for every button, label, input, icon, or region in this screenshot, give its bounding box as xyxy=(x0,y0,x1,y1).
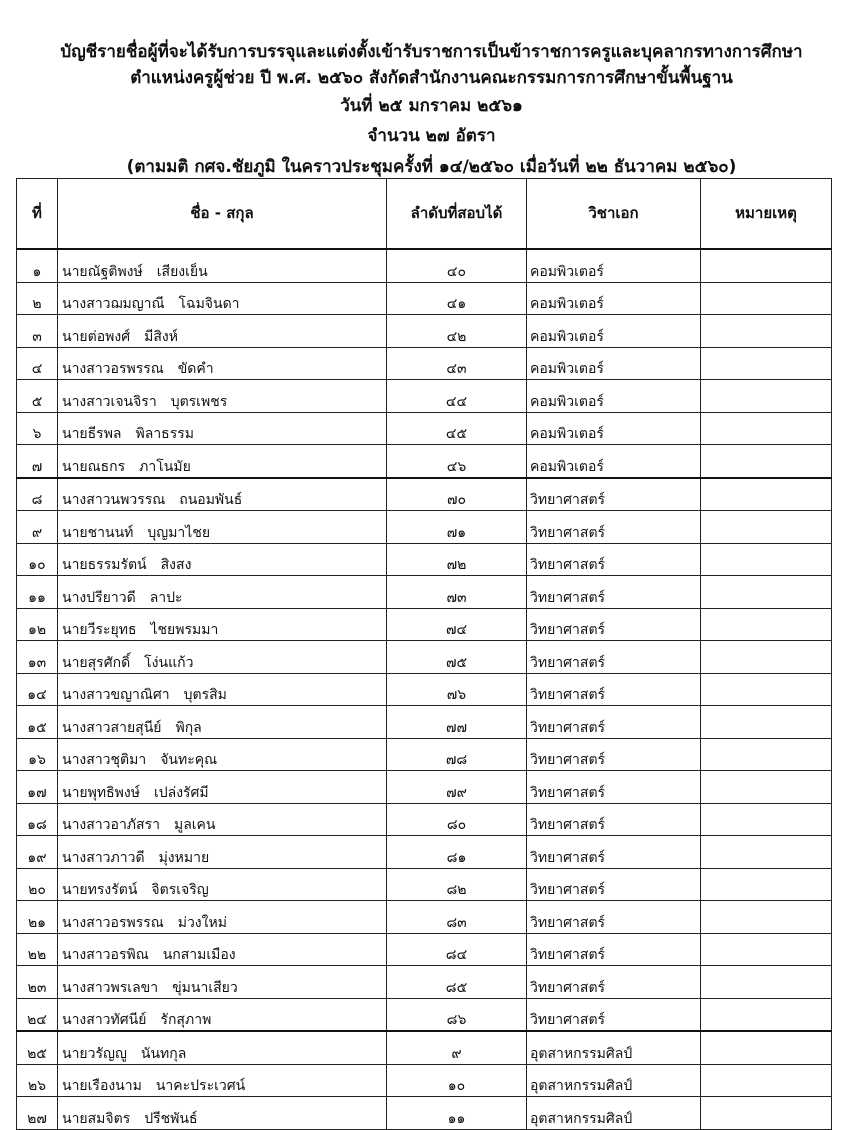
table-row xyxy=(17,1031,832,1064)
row-number: ๒๗ xyxy=(17,1097,58,1130)
row-note xyxy=(701,1031,832,1064)
last-name: ถนอมพันธ์ xyxy=(179,492,243,508)
row-number: ๒๖ xyxy=(17,1064,58,1097)
row-name xyxy=(58,673,387,706)
table-row xyxy=(17,966,832,999)
row-major: วิทยาศาสตร์ xyxy=(527,511,701,544)
row-note xyxy=(701,803,832,836)
row-number: ๓ xyxy=(17,315,58,348)
row-name xyxy=(58,608,387,641)
first-name: นายเรืองนาม xyxy=(62,1078,142,1094)
row-major: วิทยาศาสตร์ xyxy=(527,966,701,999)
table-row xyxy=(17,315,832,348)
count-line: จำนวน ๒๗ อัตรา xyxy=(367,126,496,146)
row-rank: ๘๓ xyxy=(387,901,527,934)
row-major: วิทยาศาสตร์ xyxy=(527,478,701,511)
row-major: วิทยาศาสตร์ xyxy=(527,836,701,869)
row-number: ๔ xyxy=(17,347,58,380)
table-row xyxy=(17,836,832,869)
first-name: นายสุรศักดิ์ xyxy=(62,654,131,671)
table-row xyxy=(17,1064,832,1097)
row-note xyxy=(701,478,832,511)
row-rank: ๗๗ xyxy=(387,706,527,739)
row-rank: ๔๖ xyxy=(387,445,527,478)
table-row xyxy=(17,738,832,771)
row-major: คอมพิวเตอร์ xyxy=(527,445,701,478)
row-note xyxy=(701,933,832,966)
row-note xyxy=(701,347,832,380)
row-name xyxy=(58,868,387,901)
row-rank: ๑๑ xyxy=(387,1097,527,1130)
row-rank: ๗๑ xyxy=(387,511,527,544)
last-name: มีสิงห์ xyxy=(144,328,178,345)
row-rank: ๘๑ xyxy=(387,836,527,869)
row-note xyxy=(701,706,832,739)
first-name: นายทรงรัตน์ xyxy=(62,882,138,898)
table-row xyxy=(17,282,832,315)
header-major: วิชาเอก xyxy=(527,179,701,250)
row-major: วิทยาศาสตร์ xyxy=(527,673,701,706)
row-note xyxy=(701,576,832,609)
row-major: คอมพิวเตอร์ xyxy=(527,380,701,413)
first-name: นางสาวสายสุนีย์ xyxy=(62,719,162,736)
table-row xyxy=(17,1097,832,1130)
row-name xyxy=(58,315,387,348)
row-major: วิทยาศาสตร์ xyxy=(527,803,701,836)
row-name xyxy=(58,1064,387,1097)
row-name xyxy=(58,478,387,511)
table-row xyxy=(17,445,832,478)
first-name: นายณัฐติพงษ์ xyxy=(62,263,143,280)
row-name xyxy=(58,249,387,282)
first-name: นางสาวทัศนีย์ xyxy=(62,1012,147,1028)
row-major: คอมพิวเตอร์ xyxy=(527,347,701,380)
last-name: โฉมจินดา xyxy=(178,296,240,312)
table-row xyxy=(17,771,832,804)
row-major: คอมพิวเตอร์ xyxy=(527,282,701,315)
row-major: วิทยาศาสตร์ xyxy=(527,738,701,771)
resolution-line: (ตามมติ กศจ.ชัยภูมิ ในคราวประชุมครั้งที่ ๑๔/๒๕๖๐ เมื่อวันที่ ๒๒ ธันวาคม ๒๕๖๐) xyxy=(126,157,737,177)
table-row xyxy=(17,608,832,641)
first-name: นายณธกร xyxy=(62,458,126,475)
last-name: ขัดคำ xyxy=(177,361,214,377)
date-line: วันที่ ๒๕ มกราคม ๒๕๖๑ xyxy=(340,96,523,116)
row-rank: ๘๒ xyxy=(387,868,527,901)
row-number: ๕ xyxy=(17,380,58,413)
table-row xyxy=(17,998,832,1031)
row-name xyxy=(58,1031,387,1064)
table-row xyxy=(17,933,832,966)
first-name: นางสาวอาภัสรา xyxy=(62,817,160,833)
last-name: นาคะประเวศน์ xyxy=(155,1078,246,1094)
row-note xyxy=(701,543,832,576)
row-rank: ๔๕ xyxy=(387,412,527,445)
row-major: อุตสาหกรรมศิลป์ xyxy=(527,1064,701,1097)
row-rank: ๗๕ xyxy=(387,641,527,674)
first-name: นายธีรพล xyxy=(62,426,122,442)
row-name xyxy=(58,282,387,315)
row-name xyxy=(58,706,387,739)
row-note xyxy=(701,412,832,445)
row-name xyxy=(58,543,387,576)
row-name xyxy=(58,836,387,869)
row-name xyxy=(58,901,387,934)
row-number: ๑ xyxy=(17,249,58,282)
row-major: วิทยาศาสตร์ xyxy=(527,771,701,804)
row-rank: ๘๕ xyxy=(387,966,527,999)
first-name: นายวีระยุทธ xyxy=(62,622,137,638)
position-line: ตำแหน่งครูผู้ช่วย ปี พ.ศ. ๒๕๖๐ สังกัดสำนักงานคณะกรรมการการศึกษาขั้นพื้นฐาน xyxy=(130,68,733,88)
table-row xyxy=(17,868,832,901)
row-number: ๖ xyxy=(17,412,58,445)
row-number: ๒ xyxy=(17,282,58,315)
row-note xyxy=(701,998,832,1031)
last-name: พิกุล xyxy=(175,719,202,736)
table-row xyxy=(17,803,832,836)
row-rank: ๗๙ xyxy=(387,771,527,804)
first-name: นายต่อพงศ์ xyxy=(62,328,131,345)
header-note: หมายเหตุ xyxy=(701,179,832,250)
last-name: จันทะคุณ xyxy=(160,752,218,768)
row-number: ๒๕ xyxy=(17,1031,58,1064)
row-number: ๗ xyxy=(17,445,58,478)
row-rank: ๘๐ xyxy=(387,803,527,836)
row-note xyxy=(701,901,832,934)
last-name: มุ่งหมาย xyxy=(158,849,210,866)
row-number: ๑๘ xyxy=(17,803,58,836)
first-name: นางสาวภาวดี xyxy=(62,849,145,866)
row-rank: ๗๓ xyxy=(387,576,527,609)
row-major: วิทยาศาสตร์ xyxy=(527,608,701,641)
row-note xyxy=(701,511,832,544)
table-row xyxy=(17,706,832,739)
row-note xyxy=(701,641,832,674)
first-name: นายสมจิตร xyxy=(62,1110,131,1127)
row-major: วิทยาศาสตร์ xyxy=(527,706,701,739)
row-name xyxy=(58,738,387,771)
row-rank: ๗๖ xyxy=(387,673,527,706)
last-name: นกสามเมือง xyxy=(162,947,236,963)
row-rank: ๘๖ xyxy=(387,998,527,1031)
row-name xyxy=(58,966,387,999)
row-number: ๑๙ xyxy=(17,836,58,869)
row-number: ๑๗ xyxy=(17,771,58,804)
row-note xyxy=(701,282,832,315)
row-note xyxy=(701,673,832,706)
row-rank: ๔๑ xyxy=(387,282,527,315)
row-rank: ๔๐ xyxy=(387,249,527,282)
table-row xyxy=(17,641,832,674)
first-name: นางปรียาวดี xyxy=(62,589,136,606)
row-note xyxy=(701,836,832,869)
row-rank: ๗๘ xyxy=(387,738,527,771)
row-note xyxy=(701,315,832,348)
first-name: นางสาวนพวรรณ xyxy=(62,492,166,508)
row-rank: ๗๒ xyxy=(387,543,527,576)
row-number: ๒๓ xyxy=(17,966,58,999)
row-major: วิทยาศาสตร์ xyxy=(527,868,701,901)
row-rank: ๙ xyxy=(387,1031,527,1064)
last-name: บุตรเพชร xyxy=(170,393,228,410)
table-row xyxy=(17,511,832,544)
row-rank: ๗๐ xyxy=(387,478,527,511)
row-name xyxy=(58,641,387,674)
row-name xyxy=(58,933,387,966)
first-name: นางสาวฌมญาณี xyxy=(62,296,165,312)
row-major: วิทยาศาสตร์ xyxy=(527,641,701,674)
row-name xyxy=(58,347,387,380)
last-name: นันทกุล xyxy=(140,1045,187,1062)
last-name: โง่นแก้ว xyxy=(144,654,194,671)
first-name: นางสาวอรพรรณ xyxy=(62,361,164,377)
table-row xyxy=(17,478,832,511)
row-name xyxy=(58,380,387,413)
first-name: นางสาวอรพิณ xyxy=(62,947,149,963)
table-row xyxy=(17,901,832,934)
row-note xyxy=(701,380,832,413)
last-name: ม่วงใหม่ xyxy=(177,914,227,931)
table-row xyxy=(17,380,832,413)
row-name xyxy=(58,998,387,1031)
row-major: คอมพิวเตอร์ xyxy=(527,249,701,282)
first-name: นางสาวเจนจิรา xyxy=(62,393,157,410)
row-major: วิทยาศาสตร์ xyxy=(527,543,701,576)
row-rank: ๘๔ xyxy=(387,933,527,966)
row-note xyxy=(701,1064,832,1097)
row-name xyxy=(58,445,387,478)
first-name: นางสาวพรเลขา xyxy=(62,979,159,996)
row-note xyxy=(701,249,832,282)
last-name: ไชยพรมมา xyxy=(150,622,219,638)
row-major: คอมพิวเตอร์ xyxy=(527,315,701,348)
last-name: บุญมาไชย xyxy=(147,524,211,541)
table-row xyxy=(17,576,832,609)
row-note xyxy=(701,738,832,771)
row-number: ๑๔ xyxy=(17,673,58,706)
last-name: จิตรเจริญ xyxy=(151,882,209,898)
row-rank: ๗๔ xyxy=(387,608,527,641)
row-major: วิทยาศาสตร์ xyxy=(527,901,701,934)
header-rank: ลำดับที่สอบได้ xyxy=(387,179,527,250)
row-number: ๑๓ xyxy=(17,641,58,674)
row-rank: ๑๐ xyxy=(387,1064,527,1097)
row-name xyxy=(58,576,387,609)
row-note xyxy=(701,771,832,804)
header-name: ชื่อ - สกุล xyxy=(58,179,387,250)
row-number: ๒๒ xyxy=(17,933,58,966)
first-name: นายวรัญญู xyxy=(62,1045,127,1062)
row-note xyxy=(701,445,832,478)
row-number: ๙ xyxy=(17,511,58,544)
first-name: นางสาวอรพรรณ xyxy=(62,914,164,931)
appointee-table xyxy=(16,178,832,1130)
row-number: ๒๐ xyxy=(17,868,58,901)
row-number: ๒๔ xyxy=(17,998,58,1031)
document-title: บัญชีรายชื่อผู้ที่จะได้รับการบรรจุและแต่งตั้งเข้ารับราชการเป็นข้าราชการครูและบุคลากรทางการศึกษา xyxy=(60,42,803,62)
last-name: มูลเคน xyxy=(173,817,216,833)
row-major: อุตสาหกรรมศิลป์ xyxy=(527,1031,701,1064)
header-no: ที่ xyxy=(17,179,58,250)
table-row xyxy=(17,673,832,706)
last-name: เสียงเย็น xyxy=(156,263,208,280)
row-number: ๑๐ xyxy=(17,543,58,576)
row-major: วิทยาศาสตร์ xyxy=(527,576,701,609)
last-name: ปรีชพันธ์ xyxy=(144,1110,198,1127)
row-note xyxy=(701,868,832,901)
last-name: ขุ่มนาเสียว xyxy=(172,979,238,996)
last-name: รักสุภาพ xyxy=(160,1012,212,1028)
row-major: วิทยาศาสตร์ xyxy=(527,933,701,966)
row-major: อุตสาหกรรมศิลป์ xyxy=(527,1097,701,1130)
row-name xyxy=(58,1097,387,1130)
row-number: ๑๑ xyxy=(17,576,58,609)
row-major: คอมพิวเตอร์ xyxy=(527,412,701,445)
last-name: สิงสง xyxy=(160,557,192,573)
table-row xyxy=(17,347,832,380)
last-name: เปล่งรัศมี xyxy=(153,784,209,801)
last-name: ภาโนมัย xyxy=(139,458,191,475)
row-rank: ๔๒ xyxy=(387,315,527,348)
first-name: นายชานนท์ xyxy=(62,524,134,541)
row-number: ๘ xyxy=(17,478,58,511)
row-name xyxy=(58,803,387,836)
last-name: ลาปะ xyxy=(149,589,183,606)
last-name: บุตรสิม xyxy=(183,687,227,703)
table-header-row xyxy=(17,179,832,250)
table-row xyxy=(17,543,832,576)
first-name: นางสาวชุติมา xyxy=(62,752,147,768)
row-number: ๑๖ xyxy=(17,738,58,771)
row-note xyxy=(701,608,832,641)
row-rank: ๔๓ xyxy=(387,347,527,380)
first-name: นายพุทธิพงษ์ xyxy=(62,784,140,801)
row-name xyxy=(58,771,387,804)
row-number: ๒๑ xyxy=(17,901,58,934)
row-major: วิทยาศาสตร์ xyxy=(527,998,701,1031)
row-number: ๑๕ xyxy=(17,706,58,739)
row-rank: ๔๔ xyxy=(387,380,527,413)
row-name xyxy=(58,412,387,445)
row-number: ๑๒ xyxy=(17,608,58,641)
last-name: พิลาธรรม xyxy=(135,426,194,442)
row-note xyxy=(701,1097,832,1130)
first-name: นายธรรมรัตน์ xyxy=(62,557,147,573)
row-name xyxy=(58,511,387,544)
table-row xyxy=(17,412,832,445)
first-name: นางสาวขญาณิศา xyxy=(62,687,170,703)
row-note xyxy=(701,966,832,999)
table-row xyxy=(17,249,832,282)
